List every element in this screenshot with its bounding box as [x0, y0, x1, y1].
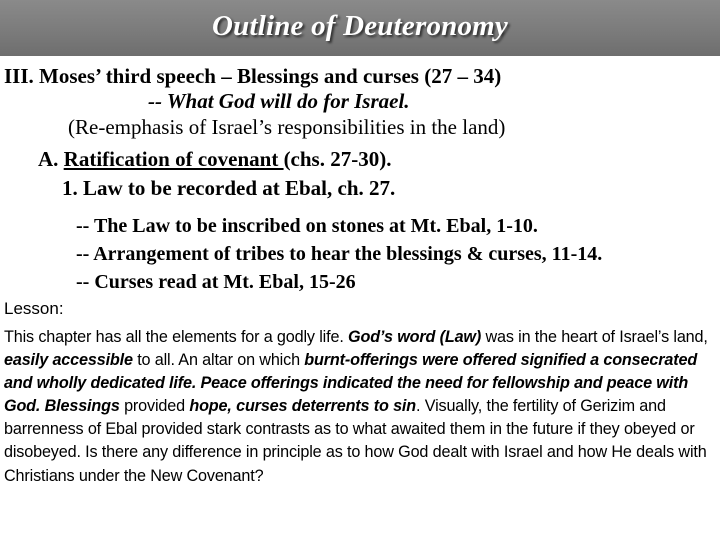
sub-item-2: -- Arrangement of tribes to hear the blessings & curses, 11-14. — [76, 243, 603, 265]
lesson-emphasis-offerings: burnt-offerings were offered signified a consecrated and wholly dedicated life. Peace offerings indicated the need for fellowship and peace with God. Blessings — [4, 351, 698, 416]
lesson-text-1: This chapter has all the elements for a godly life. — [4, 328, 349, 346]
point-a-prefix: A. — [38, 147, 64, 171]
lesson-emphasis-hope: hope, curses deterrents to sin — [189, 397, 417, 416]
outline-heading: III. Moses’ third speech – Blessings and curses (27 – 34) — [4, 64, 502, 88]
outline-subheading: -- What God will do for Israel. — [148, 89, 410, 113]
lesson-paragraph — [4, 326, 716, 488]
slide-title: Outline of Deuteronomy — [211, 10, 508, 42]
point-a — [38, 147, 391, 171]
point-a-underlined: Ratification of covenant — [63, 147, 284, 171]
lesson-emphasis-law: God’s word (Law) — [348, 328, 482, 346]
lesson-emphasis-accessible: easily accessible — [4, 351, 133, 370]
point-1: 1. Law to be recorded at Ebal, ch. 27. — [62, 176, 396, 200]
sub-item-3: -- Curses read at Mt. Ebal, 15-26 — [76, 271, 356, 293]
lesson-text-5: . Visually, the fertility of Gerizim and barrenness of Ebal provided stark contrasts as to what awaited them in the future if they obeyed or disobeyed. Is there any difference in principle as to how God dealt with Israel and how He deals with Christians under the New Covenant? — [4, 397, 707, 485]
lesson-text-3: to all. An altar on which — [132, 351, 305, 370]
lesson-text-2: was in the heart of Israel’s land, — [481, 328, 708, 346]
lesson-label: Lesson: — [4, 299, 64, 318]
title-bar — [0, 0, 720, 56]
sub-item-1: -- The Law to be inscribed on stones at Mt. Ebal, 1-10. — [76, 215, 538, 237]
outline-note: (Re-emphasis of Israel’s responsibilities in the land) — [68, 115, 506, 139]
lesson-text-4: provided — [119, 397, 190, 416]
point-a-suffix: (chs. 27-30). — [283, 147, 392, 171]
